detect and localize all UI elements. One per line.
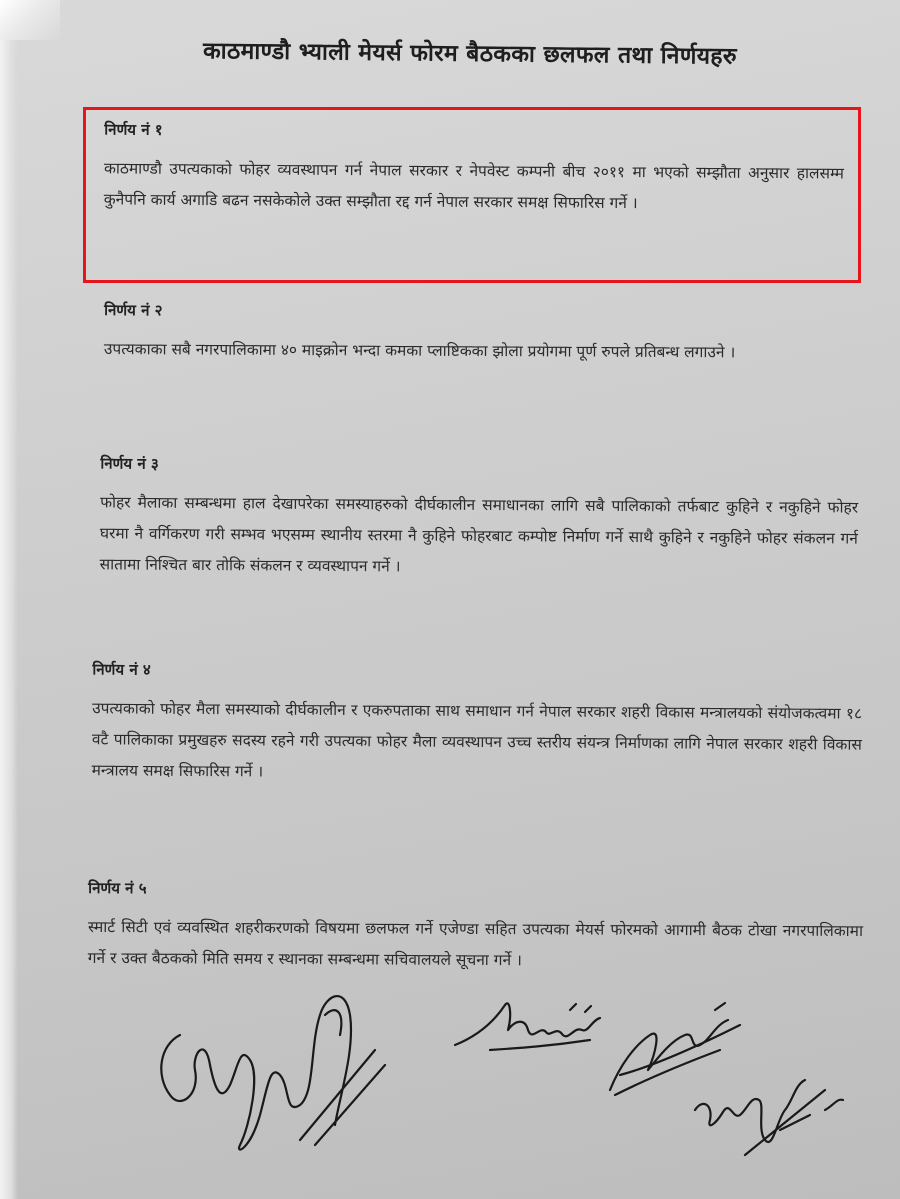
decision-5 (88, 878, 863, 978)
document-title: काठमाण्डौ भ्याली मेयर्स फोरम बैठकका छलफल तथा निर्णयहरु (202, 37, 738, 70)
decision-3-heading: निर्णय नं ३ (100, 454, 159, 473)
decision-2-heading: निर्णय नं २ (104, 301, 163, 320)
decision-3-text: फोहर मैलाका सम्बन्धमा हाल देखापरेका समस्याहरुको दीर्घकालीन समाधानका लागि सबै पालिकाको तर्फबाट कुहिने र नकुहिने फोहर घरमा नै वर्गिकरण गरी सम्भव भएसम्म स्थानीय स्तरमा नै कुहिने फोहरबाट कम्पोष्ट निर्माण गर्ने साथै कुहिने र नकुहिने फोहर संकलन गर्न सातामा निश्चित बार तोकि संकलन र व्यवस्थापन गर्ने । (99, 493, 859, 576)
decision-5-heading: निर्णय नं ५ (88, 878, 147, 898)
decision-2 (104, 300, 852, 369)
decision-1 (104, 119, 845, 220)
signature-4 (685, 1070, 855, 1170)
decision-3 (100, 453, 859, 585)
paper-corner (0, 0, 60, 40)
decision-4-heading: निर्णय नं ४ (92, 660, 151, 679)
decision-4 (92, 659, 863, 791)
decision-5-text: स्मार्ट सिटी एवं व्यवस्थित शहरीकरणको विषयमा छलफल गर्ने एजेण्डा सहित उपत्यका मेयर्स फोरमको आगामी बैठक टोखा नगरपालिकामा गर्ने र उक्त बैठकको मिति समय र स्थानका सम्बन्धमा सचिवालयले सूचना गर्ने । (87, 917, 864, 970)
signature-1 (150, 975, 390, 1165)
decision-1-text: काठमाण्डौ उपत्यकाको फोहर व्यवस्थापन गर्न नेपाल सरकार र नेपवेस्ट कम्पनी बीच २०११ मा भएको सम्झौता अनुसार हालसम्म कुनैपनि कार्य अगाडि बढन नसकेकोले उक्त सम्झौता रद्द गर्न नेपाल सरकार समक्ष सिफारिस गर्ने । (103, 159, 845, 213)
paper-edge (0, 0, 18, 1199)
decision-1-heading: निर्णय नं १ (104, 120, 163, 139)
decision-4-text: उपत्यकाको फोहर मैला समस्याको दीर्घकालीन र एकरुपताका साथ समाधान गर्न नेपाल सरकार शहरी विकास मन्त्रालयको संयोजकत्वमा १८ वटै पालिकाका प्रमुखहरु सदस्य रहने गरी उपत्यका फोहर मैला व्यवस्थापन उच्च स्तरीय संयन्त्र निर्माणका लागि नेपाल सरकार शहरी विकास मन्त्रालय समक्ष सिफारिस गर्ने । (91, 699, 863, 781)
decision-2-text: उपत्यकाका सबै नगरपालिकामा ४० माइक्रोन भन्दा कमका प्लाष्टिकका झोला प्रयोगमा पूर्ण रुपले प्रतिबन्ध लगाउने । (103, 340, 736, 362)
signature-2 (450, 990, 610, 1060)
